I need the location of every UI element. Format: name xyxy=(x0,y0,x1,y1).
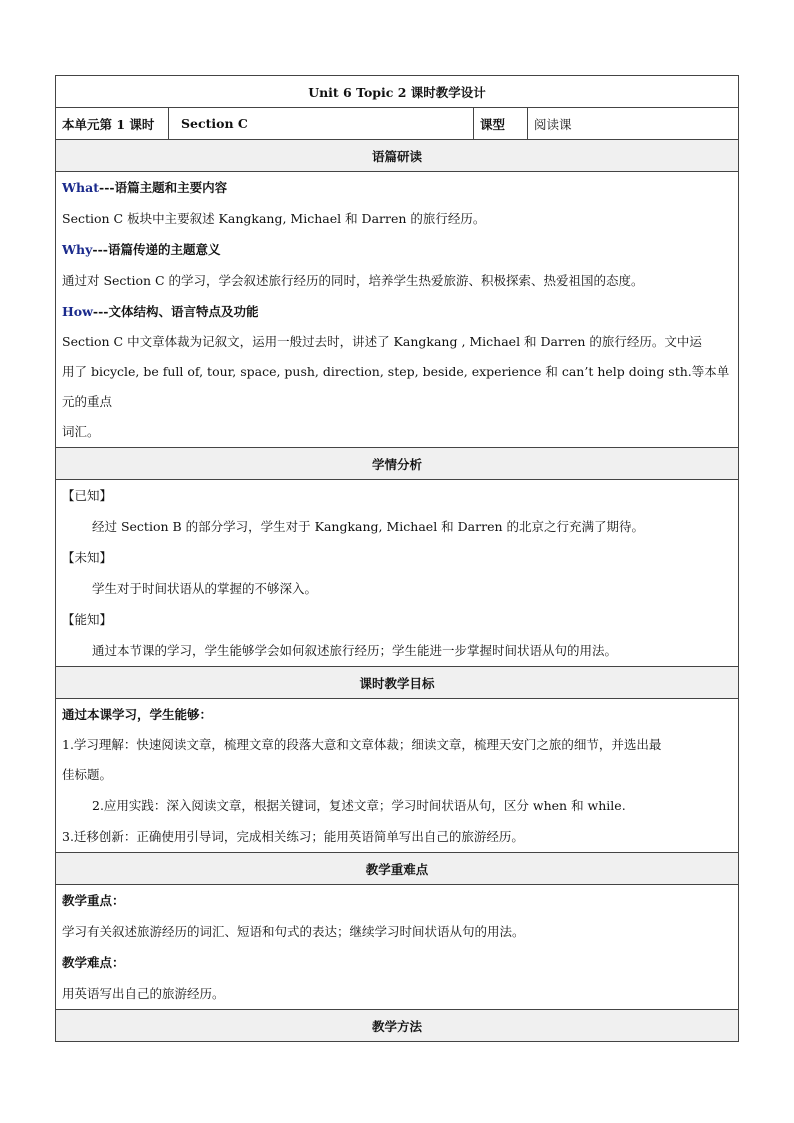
what-key: What xyxy=(62,180,99,195)
lesson-type-label: 课型 xyxy=(474,108,528,140)
difficulty-text: 用英语写出自己的旅游经历。 xyxy=(62,986,225,1001)
unknown-text: 学生对于时间状语从的掌握的不够深入。 xyxy=(92,581,318,596)
objectives-content xyxy=(56,699,739,853)
known-label: 【已知】 xyxy=(62,488,113,503)
unknown-label: 【未知】 xyxy=(62,550,113,565)
known-text: 经过 Section B 的部分学习，学生对于 Kangkang, Michael 和 Darren 的北京之行充满了期待。 xyxy=(92,519,644,534)
lesson-plan-table xyxy=(55,75,739,1042)
why-label: ---语篇传递的主题意义 xyxy=(92,242,221,257)
how-key: How xyxy=(62,304,93,319)
why-text: 通过对 Section C 的学习，学会叙述旅行经历的同时，培养学生热爱旅游、积极探索、热爱祖国的态度。 xyxy=(62,273,644,288)
how-text-line-3: 词汇。 xyxy=(62,424,100,439)
objective-1-line-2: 佳标题。 xyxy=(62,767,113,782)
how-text-line-2: 用了 bicycle, be full of, tour, space, push, direction, step, beside, experience 和 can’t help doing sth.等本单元的重点 xyxy=(62,364,730,409)
text-study-heading: 语篇研读 xyxy=(56,140,739,172)
how-label: ---文体结构、语言特点及功能 xyxy=(92,304,259,319)
objective-3: 3.迁移创新：正确使用引导词，完成相关练习；能用英语简单写出自己的旅游经历。 xyxy=(62,829,524,844)
focus-text: 学习有关叙述旅游经历的词汇、短语和句式的表达；继续学习时间状语从句的用法。 xyxy=(62,924,525,939)
text-study-content xyxy=(56,172,739,448)
document-title: Unit 6 Topic 2 课时教学设计 xyxy=(56,76,739,108)
why-key: Why xyxy=(62,242,93,257)
how-text-line-1: Section C 中文章体裁为记叙文，运用一般过去时，讲述了 Kangkang , Michael 和 Darren 的旅行经历。文中运 xyxy=(62,334,702,349)
objectives-intro: 通过本课学习，学生能够： xyxy=(62,707,213,722)
what-label: ---语篇主题和主要内容 xyxy=(99,180,228,195)
how-heading xyxy=(62,296,732,327)
objective-2: 2.应用实践：深入阅读文章，根据关键词，复述文章；学习时间状语从句，区分 when 和 while. xyxy=(92,798,626,813)
why-heading xyxy=(62,234,732,265)
lesson-number-cell: 本单元第 1 课时 xyxy=(56,108,169,140)
able-label: 【能知】 xyxy=(62,612,113,627)
what-heading xyxy=(62,172,732,203)
able-text: 通过本节课的学习，学生能够学会如何叙述旅行经历；学生能进一步掌握时间状语从句的用法。 xyxy=(92,643,618,658)
section-cell: Section C xyxy=(169,108,474,140)
focus-label: 教学重点： xyxy=(62,893,125,908)
objective-1-line-1: 1.学习理解：快速阅读文章，梳理文章的段落大意和文章体裁；细读文章，梳理天安门之旅的细节，并选出最 xyxy=(62,737,662,752)
lesson-type-value: 阅读课 xyxy=(528,108,739,140)
analysis-heading: 学情分析 xyxy=(56,448,739,480)
what-text: Section C 板块中主要叙述 Kangkang, Michael 和 Darren 的旅行经历。 xyxy=(62,211,486,226)
difficulty-label: 教学难点： xyxy=(62,955,125,970)
objectives-heading: 课时教学目标 xyxy=(56,667,739,699)
key-points-heading: 教学重难点 xyxy=(56,853,739,885)
analysis-content xyxy=(56,480,739,667)
key-points-content xyxy=(56,885,739,1010)
methods-heading: 教学方法 xyxy=(56,1010,739,1042)
